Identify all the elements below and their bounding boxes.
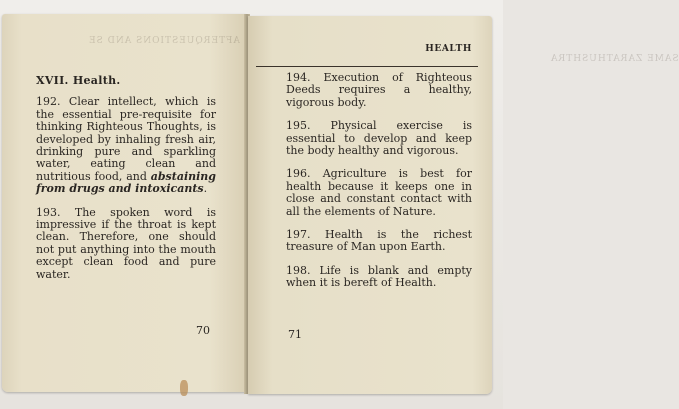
- paragraph-193: [36, 207, 216, 281]
- header-rule: [256, 66, 478, 67]
- paragraph-197: 197. Health is the richest treasure of Man upon Earth.: [286, 228, 472, 254]
- open-book: [2, 14, 679, 396]
- paragraph-195: 195. Physical exercise is essential to develop and keep the body healthy and vigorous.: [286, 119, 472, 158]
- paragraph-194: 194. Execution of Righteous Deeds requires a healthy, vigorous body.: [286, 71, 472, 109]
- right-page: [248, 16, 679, 394]
- paragraph-192-text: 192. Clear intellect, which is the essential pre-requisite for thinking Righteous Thoughts, is developed by inhaling fresh air, drinking pure and sparkling water, eating clean and nutritious food, and: [36, 95, 216, 183]
- paragraph-192-emphasis: abstaining from drugs and intoxicants: [36, 169, 216, 196]
- page-stain: [180, 380, 188, 396]
- paragraph-198: 198. Life is blank and empty when it is bereft of Health.: [286, 263, 472, 290]
- paragraph-192-end: .: [203, 182, 208, 196]
- section-title: XVII. Health.: [36, 74, 121, 87]
- paragraph-196: 196. Agriculture is best for health because it keeps one in close and constant contact with all the elements of Nature.: [286, 167, 472, 218]
- bleed-through-text-right: SAME ZARATHUSHTRA: [550, 54, 679, 64]
- left-page-text: [36, 75, 216, 292]
- right-page-text: [286, 72, 472, 301]
- left-page: [2, 14, 246, 392]
- running-head: HEALTH: [425, 44, 472, 54]
- paragraph-192: [36, 96, 216, 195]
- page-number-left: 70: [196, 324, 210, 337]
- page-number-right: 71: [288, 328, 302, 341]
- bleed-through-text-left: AFTERQUESTIONS AND SE: [88, 36, 240, 46]
- paragraph-193-text: 193. The spoken word is impressive if the throat is kept clean. Therefore, one should not put anything into the mouth except clean food and pure water.: [36, 205, 216, 281]
